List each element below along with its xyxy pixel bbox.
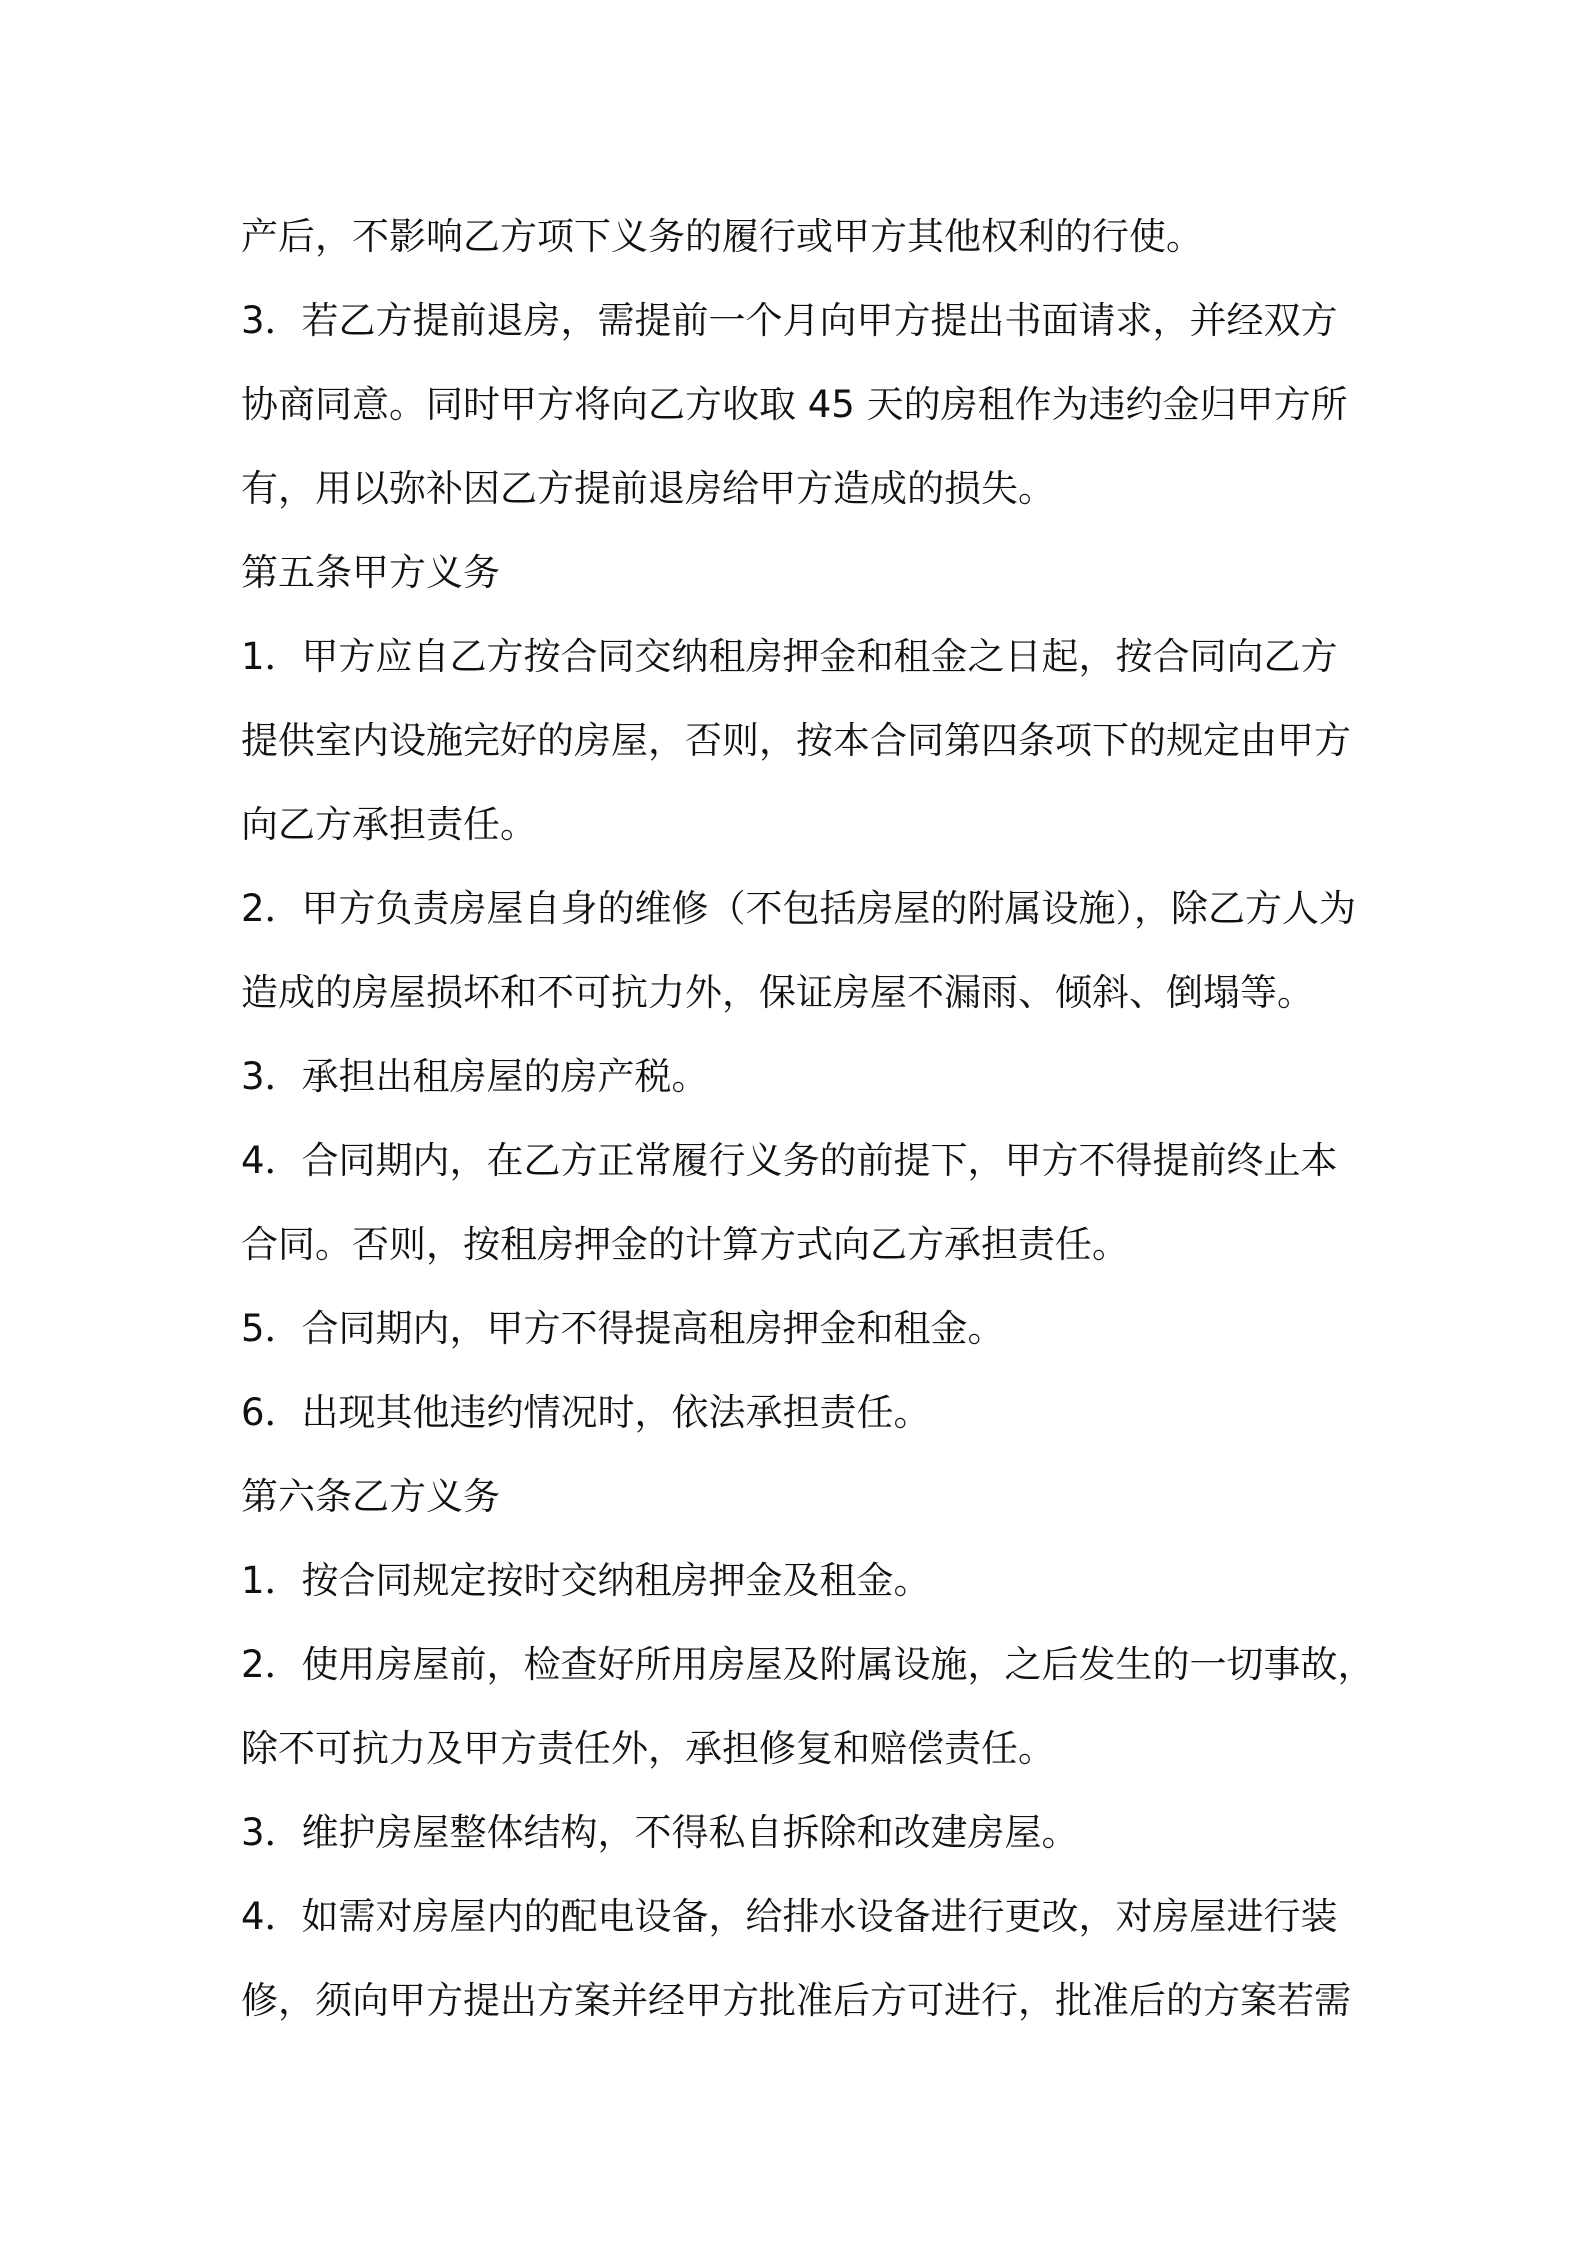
text-line: 3．维护房屋整体结构，不得私自拆除和改建房屋。 [241, 1811, 1079, 1854]
text-line: 除不可抗力及甲方责任外，承担修复和赔偿责任。 [241, 1727, 1055, 1770]
text-line: 修，须向甲方提出方案并经甲方批准后方可进行，批准后的方案若需 [241, 1979, 1351, 2022]
text-line: 4．如需对房屋内的配电设备，给排水设备进行更改，对房屋进行装 [241, 1895, 1338, 1938]
text-line: 造成的房屋损坏和不可抗力外，保证房屋不漏雨、倾斜、倒塌等。 [241, 971, 1314, 1014]
text-line: 协商同意。同时甲方将向乙方收取 45 天的房租作为违约金归甲方所 [241, 383, 1348, 426]
section-heading: 第五条甲方义务 [241, 551, 500, 594]
text-line: 3．若乙方提前退房，需提前一个月向甲方提出书面请求，并经双方 [241, 299, 1338, 342]
text-line: 有，用以弥补因乙方提前退房给甲方造成的损失。 [241, 467, 1055, 510]
text-line: 提供室内设施完好的房屋，否则，按本合同第四条项下的规定由甲方 [241, 719, 1351, 762]
text-line: 2．使用房屋前，检查好所用房屋及附属设施，之后发生的一切事故， [241, 1643, 1375, 1686]
text-line: 1．甲方应自乙方按合同交纳租房押金和租金之日起，按合同向乙方 [241, 635, 1338, 678]
text-line: 产后，不影响乙方项下义务的履行或甲方其他权利的行使。 [241, 215, 1203, 258]
text-line: 向乙方承担责任。 [241, 803, 537, 846]
text-line: 2．甲方负责房屋自身的维修（不包括房屋的附属设施），除乙方人为 [241, 887, 1357, 930]
section-heading: 第六条乙方义务 [241, 1475, 500, 1518]
text-line: 5．合同期内，甲方不得提高租房押金和租金。 [241, 1307, 1005, 1350]
text-line: 1．按合同规定按时交纳租房押金及租金。 [241, 1559, 931, 1602]
text-line: 合同。否则，按租房押金的计算方式向乙方承担责任。 [241, 1223, 1129, 1266]
text-line: 3．承担出租房屋的房产税。 [241, 1055, 709, 1098]
text-line: 6．出现其他违约情况时，依法承担责任。 [241, 1391, 931, 1434]
document-body [241, 195, 1375, 2043]
text-line: 4．合同期内，在乙方正常履行义务的前提下，甲方不得提前终止本 [241, 1139, 1338, 1182]
